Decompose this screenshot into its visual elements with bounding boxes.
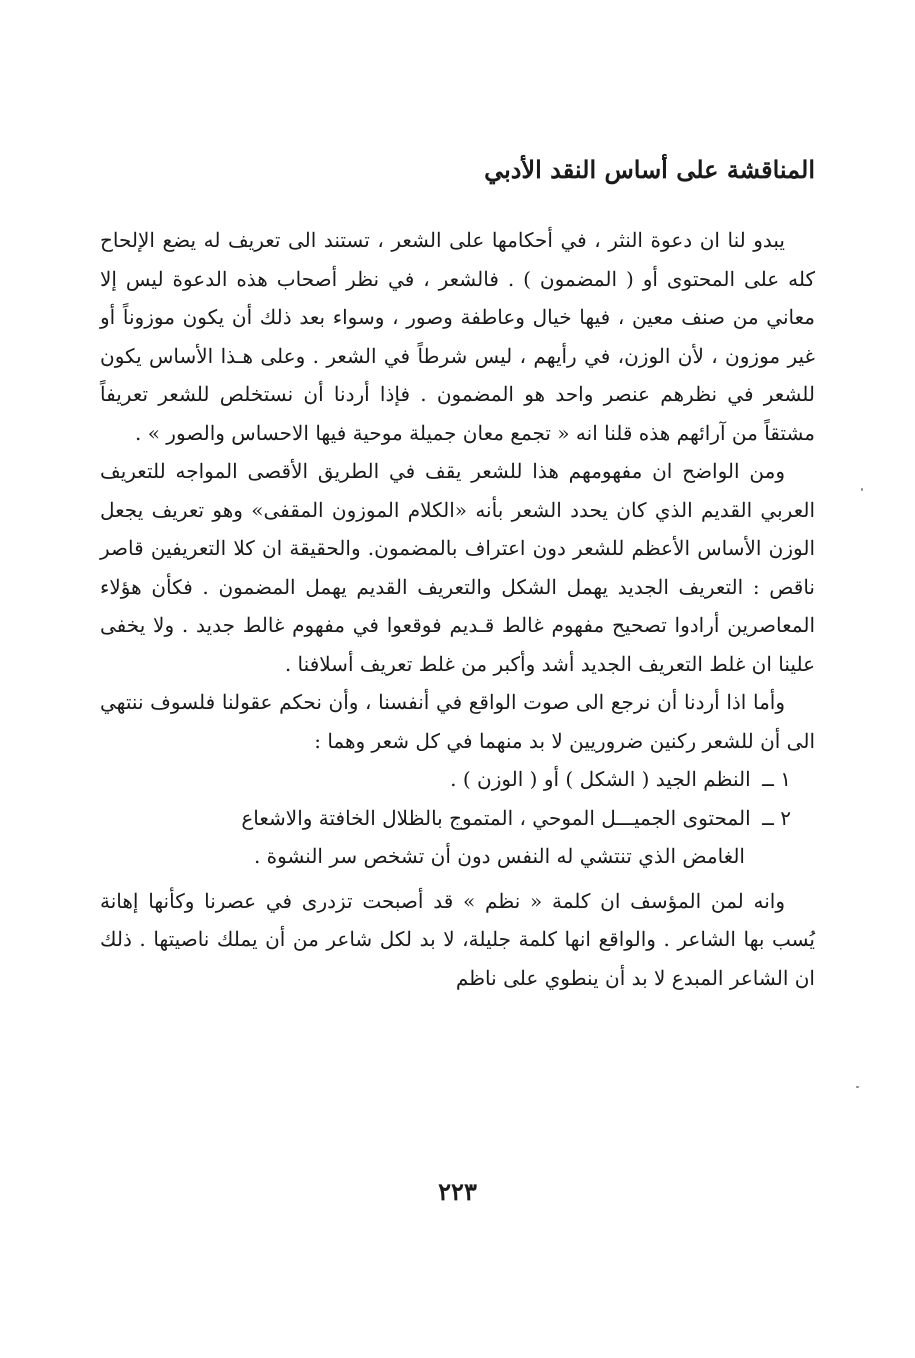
list-item-text: المحتوى الجميـــل الموحي ، المتموج بالظلال الخافتة والاشعاع xyxy=(241,805,751,830)
list-item-number: ٢ ــ xyxy=(762,805,791,830)
list-item-number: ١ ــ xyxy=(762,767,791,791)
list-item-text: النظم الجيد ( الشكل ) أو ( الوزن ) . xyxy=(450,767,751,791)
paragraph-3: وأما اذا أردنا أن نرجع الى صوت الواقع في أنفسنا ، وأن نحكم عقولنا فلسوف ننتهي الى أن للشعر ركنين ضروريين لا بد منهما في كل شعر وهما : xyxy=(100,690,815,753)
running-header: المناقشة على أساس النقد الأدبي xyxy=(484,155,815,184)
list-item xyxy=(100,760,815,799)
paragraph-2: ومن الواضح ان مفهومهم هذا للشعر يقف في الطريق الأقصى المواجه للتعريف العربي القديم الذي كان يحدد الشعر بأنه «الكلام الموزون المقفى» وهو تعريف يجعل الوزن الأساس الأعظم للشعر دون اعتراف بالمضمون. والحقيقة ان كلا التعريفين قاصر ناقص : التعريف الجديد يهمل الشكل والتعريف القديم يهمل المضمون . فكأن هؤلاء المعاصرين أرادوا تصحيح مفهوم غالط قـديم فوقعوا في مفهوم غالط جديد . ولا يخفى علينا ان غلط التعريف الجديد أشد وأكبر من غلط تعريف أسلافنا . xyxy=(100,459,815,676)
scan-speck xyxy=(856,1086,859,1088)
paragraph-4: وانه لمن المؤسف ان كلمة « نظم » قد أصبحت تزدرى في عصرنا وكأنها إهانة يُسب بها الشاعر . والواقع انها كلمة جليلة، لا بد لكل شاعر من أن يملك ناصيتها . ذلك ان الشاعر المبدع لا بد أن ينطوي على ناظم xyxy=(100,888,815,990)
paragraph-1: يبدو لنا ان دعوة النثر ، في أحكامها على الشعر ، تستند الى تعريف له يضع الإلحاح كله على المحتوى أو ( المضمون ) . فالشعر ، في نظر أصحاب هذه الدعوة ليس إلا معاني من صنف معين ، فيها خيال وعاطفة وصور ، وسواء بعد ذلك أن يكون موزوناً أو غير موزون ، لأن الوزن، في رأيهم ، ليس شرطاً في الشعر . وعلى هـذا الأساس يكون للشعر في نظرهم عنصر واحد هو المضمون . فإذا أردنا أن نستخلص للشعر تعريفاً مشتقاً من آرائهم هذه قلنا انه « تجمع معان جميلة موحية فيها الاحساس والصور » . xyxy=(100,228,815,445)
page-number: ٢٢٣ xyxy=(438,1177,477,1206)
page-body xyxy=(100,221,815,997)
scan-speck xyxy=(861,488,863,491)
requirements-list xyxy=(100,760,815,876)
list-item-continuation: الغامض الذي تنتشي له النفس دون أن تشخص سر النشوة . xyxy=(253,844,745,868)
list-item xyxy=(100,799,815,838)
